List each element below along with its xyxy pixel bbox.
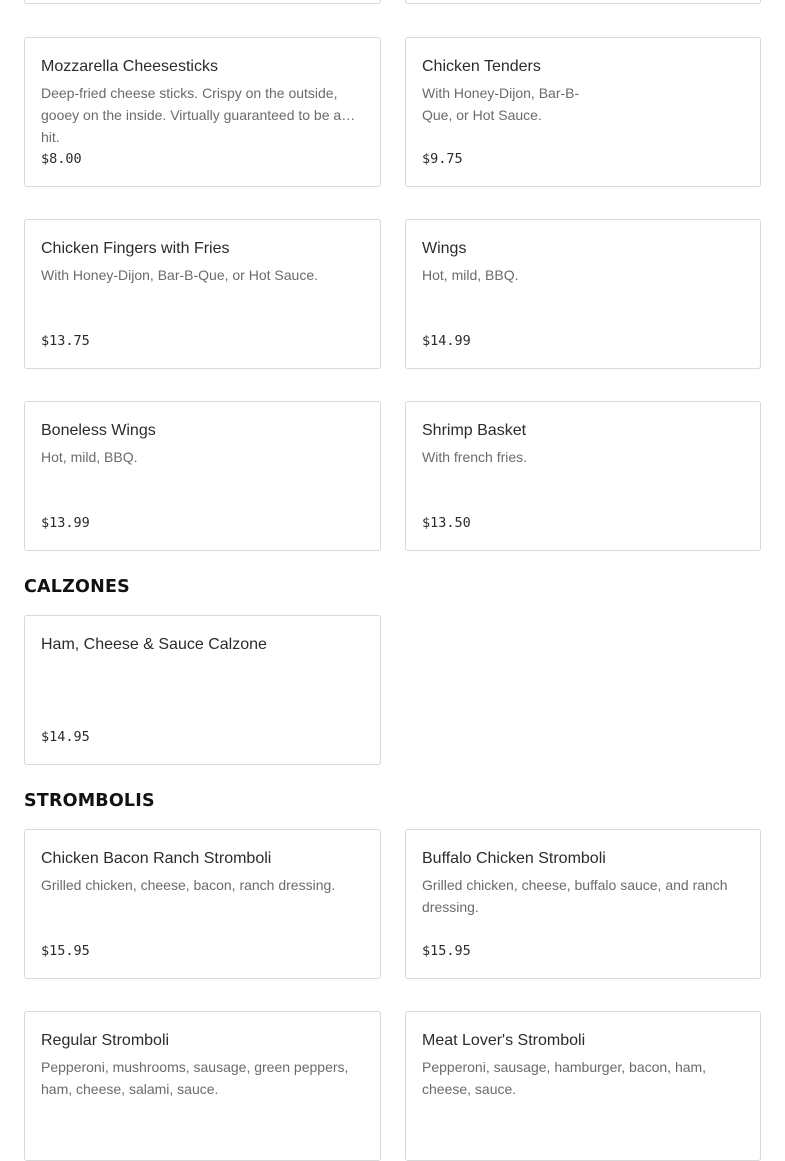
item-name: Chicken Fingers with Fries (41, 240, 230, 257)
item-description: Grilled chicken, cheese, bacon, ranch dressing. (41, 877, 336, 893)
menu-item-card-meat-lovers-stromboli[interactable] (405, 1011, 761, 1161)
item-price: $13.75 (41, 333, 90, 349)
item-description: Pepperoni, mushrooms, sausage, green peppers, ham, cheese, salami, sauce. (41, 1059, 349, 1097)
menu-item-card-wings[interactable] (405, 219, 761, 369)
item-price: $14.99 (422, 333, 471, 349)
menu-item-card-mozzarella-cheesesticks[interactable] (24, 37, 381, 187)
item-description: Hot, mild, BBQ. (41, 449, 138, 465)
item-price: $13.99 (41, 515, 90, 531)
menu-item-card-chicken-bacon-ranch-stromboli[interactable] (24, 829, 381, 979)
item-description: With french fries. (422, 449, 528, 465)
item-name: Mozzarella Cheesesticks (41, 58, 218, 75)
menu-item-card-chicken-tenders[interactable] (405, 37, 761, 187)
item-price: $14.95 (41, 729, 90, 745)
menu-item-card[interactable] (405, 0, 761, 4)
item-price: $15.95 (41, 943, 90, 959)
section-title-strombolis: STROMBOLIS (24, 791, 155, 811)
item-price: $8.00 (41, 151, 82, 167)
menu-item-card-regular-stromboli[interactable] (24, 1011, 381, 1161)
menu-item-card-buffalo-chicken-stromboli[interactable] (405, 829, 761, 979)
menu-item-card[interactable] (24, 0, 381, 4)
item-description: Pepperoni, sausage, hamburger, bacon, ham, cheese, sauce. (422, 1059, 707, 1097)
item-name: Boneless Wings (41, 422, 156, 439)
menu-item-card-boneless-wings[interactable] (24, 401, 381, 551)
item-name: Chicken Tenders (422, 58, 541, 75)
item-price: $13.50 (422, 515, 471, 531)
item-name: Buffalo Chicken Stromboli (422, 850, 606, 867)
section-title-calzones: CALZONES (24, 577, 130, 597)
item-name: Wings (422, 240, 467, 257)
menu-item-card-shrimp-basket[interactable] (405, 401, 761, 551)
item-name: Meat Lover's Stromboli (422, 1032, 586, 1049)
item-description: Hot, mild, BBQ. (422, 267, 519, 283)
item-name: Regular Stromboli (41, 1032, 170, 1049)
item-name: Ham, Cheese & Sauce Calzone (41, 636, 267, 653)
item-description: Grilled chicken, cheese, buffalo sauce, and ranch dressing. (422, 877, 728, 915)
menu-item-card-chicken-fingers-with-fries[interactable] (24, 219, 381, 369)
item-description: With Honey-Dijon, Bar-B-Que, or Hot Sauce. (422, 85, 580, 123)
item-description: With Honey-Dijon, Bar-B-Que, or Hot Sauce. (41, 267, 318, 283)
item-description: Deep-fried cheese sticks. Crispy on the outside, gooey on the inside. Virtually guaranteed to be a hit. (41, 85, 342, 145)
item-name: Shrimp Basket (422, 422, 527, 439)
menu-item-card-ham-cheese-sauce-calzone[interactable] (24, 615, 381, 765)
item-price: $9.75 (422, 151, 463, 167)
item-price: $15.95 (422, 943, 471, 959)
item-name: Chicken Bacon Ranch Stromboli (41, 850, 272, 867)
